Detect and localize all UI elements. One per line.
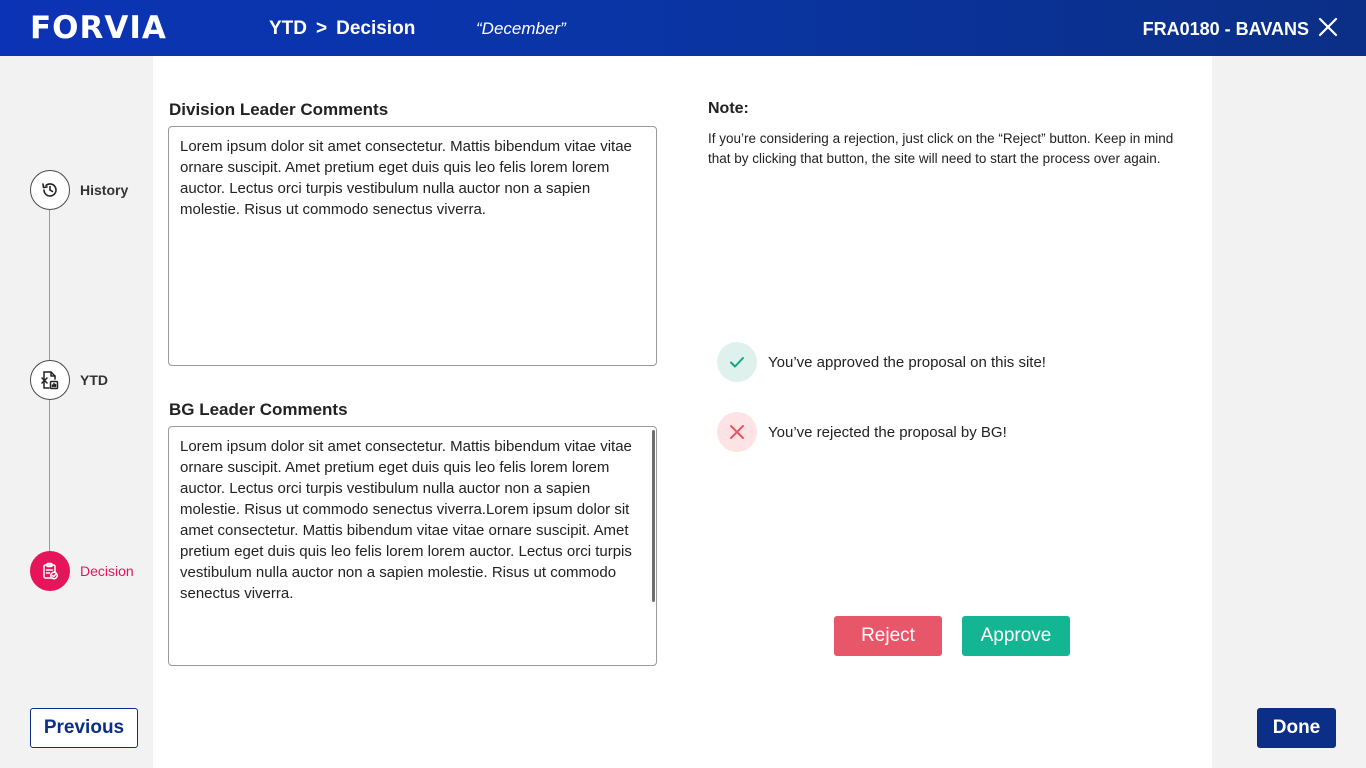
step-history-label: History	[80, 182, 129, 198]
bg-comments-title: BG Leader Comments	[169, 400, 348, 419]
division-comments-field[interactable]	[168, 126, 657, 366]
step-decision-label: Decision	[80, 563, 134, 579]
close-icon[interactable]	[1318, 17, 1338, 37]
bg-comments-scrollbar[interactable]	[652, 430, 655, 602]
approve-button[interactable]: Approve	[962, 616, 1070, 656]
bg-comments-text: Lorem ipsum dolor sit amet consectetur. Mattis bibendum vitae vitae ornare suscipit. Amet pretium eget duis quis leo felis lorem lorem auctor. Lectus orci turpis vestibulum nulla auctor non a sapien molestie. Risus ut commodo senectus viverra.Lorem ipsum dolor sit amet consectetur. Mattis bibendum vitae vitae ornare suscipit. Amet pretium eget duis quis leo felis lorem lorem auctor. Lectus orci turpis vestibulum nulla auctor non a sapien molestie. Risus ut commodo senectus viverra.	[180, 438, 632, 602]
period-label: “December”	[476, 19, 566, 38]
ytd-file-icon	[30, 360, 70, 400]
breadcrumb-decision: Decision	[336, 18, 416, 39]
division-comments-text: Lorem ipsum dolor sit amet consectetur. Mattis bibendum vitae vitae ornare suscipit. Amet pretium eget duis quis leo felis lorem lorem auctor. Lectus orci turpis vestibulum nulla auctor non a sapien molestie. Risus ut commodo senectus viverra.	[180, 138, 632, 218]
breadcrumb-separator: >	[316, 18, 328, 39]
step-history[interactable]	[30, 170, 128, 210]
note-text: If you’re considering a rejection, just click on the “Reject” button. Keep in mind that by clicking that button, the site will need to start the process over again.	[708, 131, 1174, 166]
step-ytd-label: YTD	[80, 372, 108, 388]
clipboard-check-icon	[30, 551, 70, 591]
history-icon	[30, 170, 70, 210]
rejected-status	[717, 412, 1007, 452]
reject-button[interactable]: Reject	[834, 616, 942, 656]
breadcrumb	[269, 17, 415, 41]
approved-status-text: You’ve approved the proposal on this site!	[768, 353, 1046, 371]
step-ytd[interactable]	[30, 360, 108, 400]
x-icon	[717, 412, 757, 452]
approved-status	[717, 342, 1046, 382]
forvia-logo: FORVIA	[30, 10, 167, 46]
check-icon	[717, 342, 757, 382]
rejected-status-text: You’ve rejected the proposal by BG!	[768, 423, 1007, 441]
previous-button[interactable]: Previous	[30, 708, 138, 748]
done-button[interactable]: Done	[1257, 708, 1336, 748]
app-header	[0, 0, 1366, 56]
site-label: FRA0180 - BAVANS	[1142, 19, 1309, 39]
bg-comments-field[interactable]	[168, 426, 657, 666]
breadcrumb-ytd[interactable]: YTD	[269, 18, 307, 39]
step-decision[interactable]	[30, 551, 134, 591]
note-title: Note:	[708, 100, 749, 117]
decision-panel	[153, 56, 1212, 768]
division-comments-title: Division Leader Comments	[169, 100, 389, 119]
